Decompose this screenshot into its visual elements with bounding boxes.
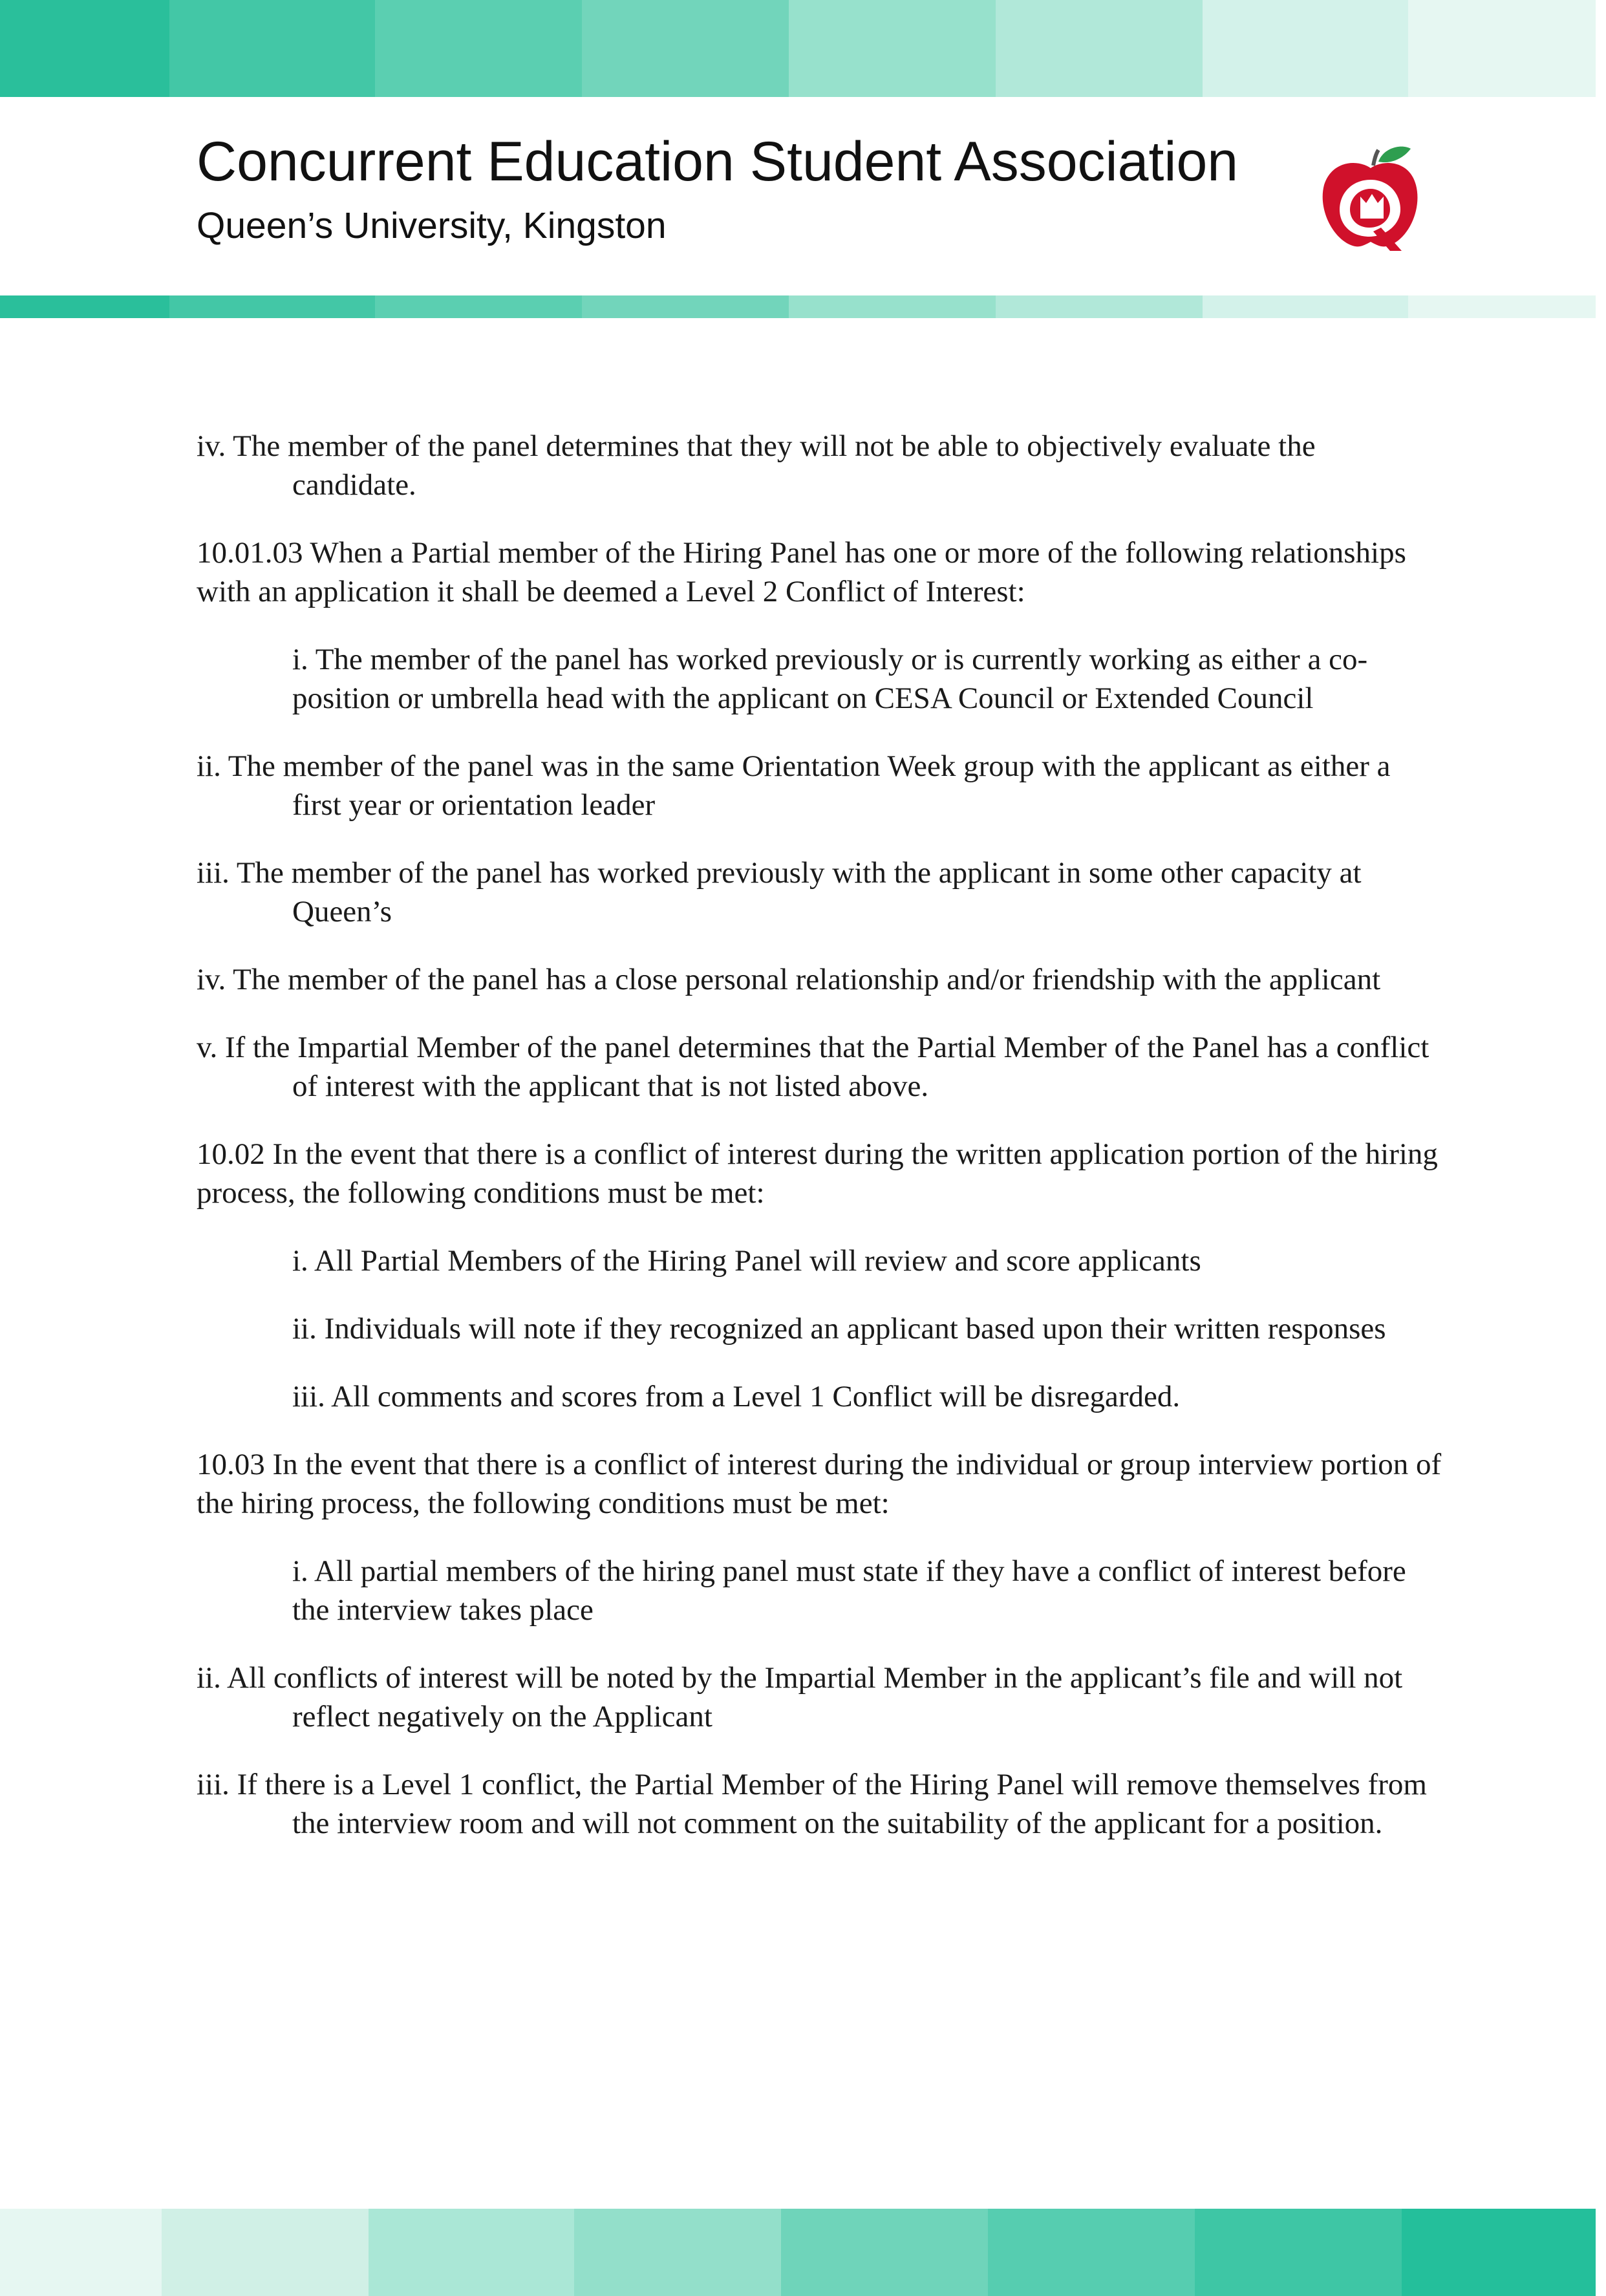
- paragraph: iv. The member of the panel has a close personal relationship and/or friendship with the applicant: [197, 963, 1381, 996]
- paragraph: ii. Individuals will note if they recognized an applicant based upon their written responses: [292, 1312, 1386, 1346]
- paragraph: iii. All comments and scores from a Level 1 Conflict will be disregarded.: [292, 1380, 1181, 1413]
- band-segment: [375, 295, 582, 318]
- band-segment: [988, 2209, 1195, 2296]
- paragraph: i. All partial members of the hiring panel must state if they have a conflict of interest before the interview takes place: [292, 1554, 1406, 1627]
- band-segment: [169, 295, 375, 318]
- document-body: [197, 427, 1444, 1872]
- band-segment: [1408, 295, 1596, 318]
- page-subtitle: Queen’s University, Kingston: [197, 205, 667, 246]
- band-segment: [1203, 0, 1408, 97]
- band-segment: [996, 295, 1203, 318]
- band-segment: [1402, 2209, 1596, 2296]
- paragraph: 10.01.03 When a Partial member of the Hiring Panel has one or more of the following relationships with an application it shall be deemed a Level 2 Conflict of Interest:: [197, 536, 1406, 608]
- band-segment: [375, 0, 582, 97]
- band-segment: [169, 0, 375, 97]
- band-segment: [1195, 2209, 1402, 2296]
- apple-crown-logo-icon: [1319, 142, 1422, 255]
- paragraph: ii. The member of the panel was in the same Orientation Week group with the applicant as either a first year or orientation leader: [197, 749, 1391, 822]
- footer-color-band: [0, 2209, 1596, 2296]
- header-color-band: [0, 0, 1596, 97]
- band-segment: [1203, 295, 1408, 318]
- band-segment: [781, 2209, 988, 2296]
- paragraph: i. All Partial Members of the Hiring Panel will review and score applicants: [292, 1244, 1201, 1278]
- paragraph: 10.03 In the event that there is a conflict of interest during the individual or group interview portion of the hiring process, the following conditions must be met:: [197, 1448, 1442, 1520]
- paragraph: iii. The member of the panel has worked previously with the applicant in some other capacity at Queen’s: [197, 856, 1362, 928]
- band-segment: [574, 2209, 781, 2296]
- paragraph: v. If the Impartial Member of the panel determines that the Partial Member of the Panel has a conflict of interest with the applicant that is not listed above.: [197, 1031, 1429, 1103]
- band-segment: [162, 2209, 369, 2296]
- paragraph: 10.02 In the event that there is a conflict of interest during the written application portion of the hiring process, the following conditions must be met:: [197, 1137, 1438, 1210]
- paragraph: iv. The member of the panel determines that they will not be able to objectively evaluate the candidate.: [197, 429, 1316, 502]
- band-segment: [0, 0, 169, 97]
- paragraph: i. The member of the panel has worked previously or is currently working as either a co-position or umbrella head with the applicant on CESA Council or Extended Council: [292, 643, 1368, 715]
- paragraph: iii. If there is a Level 1 conflict, the Partial Member of the Hiring Panel will remove themselves from the interview room and will not comment on the suitability of the applicant for a position.: [197, 1768, 1427, 1840]
- paragraph: ii. All conflicts of interest will be noted by the Impartial Member in the applicant’s file and will not reflect negatively on the Applicant: [197, 1661, 1403, 1733]
- band-segment: [582, 295, 789, 318]
- band-segment: [0, 2209, 162, 2296]
- band-segment: [789, 295, 996, 318]
- band-segment: [789, 0, 996, 97]
- band-segment: [582, 0, 789, 97]
- band-segment: [1408, 0, 1596, 97]
- header-divider-band: [0, 295, 1596, 318]
- band-segment: [996, 0, 1203, 97]
- page-title: Concurrent Education Student Association: [197, 131, 1239, 193]
- band-segment: [369, 2209, 574, 2296]
- band-segment: [0, 295, 169, 318]
